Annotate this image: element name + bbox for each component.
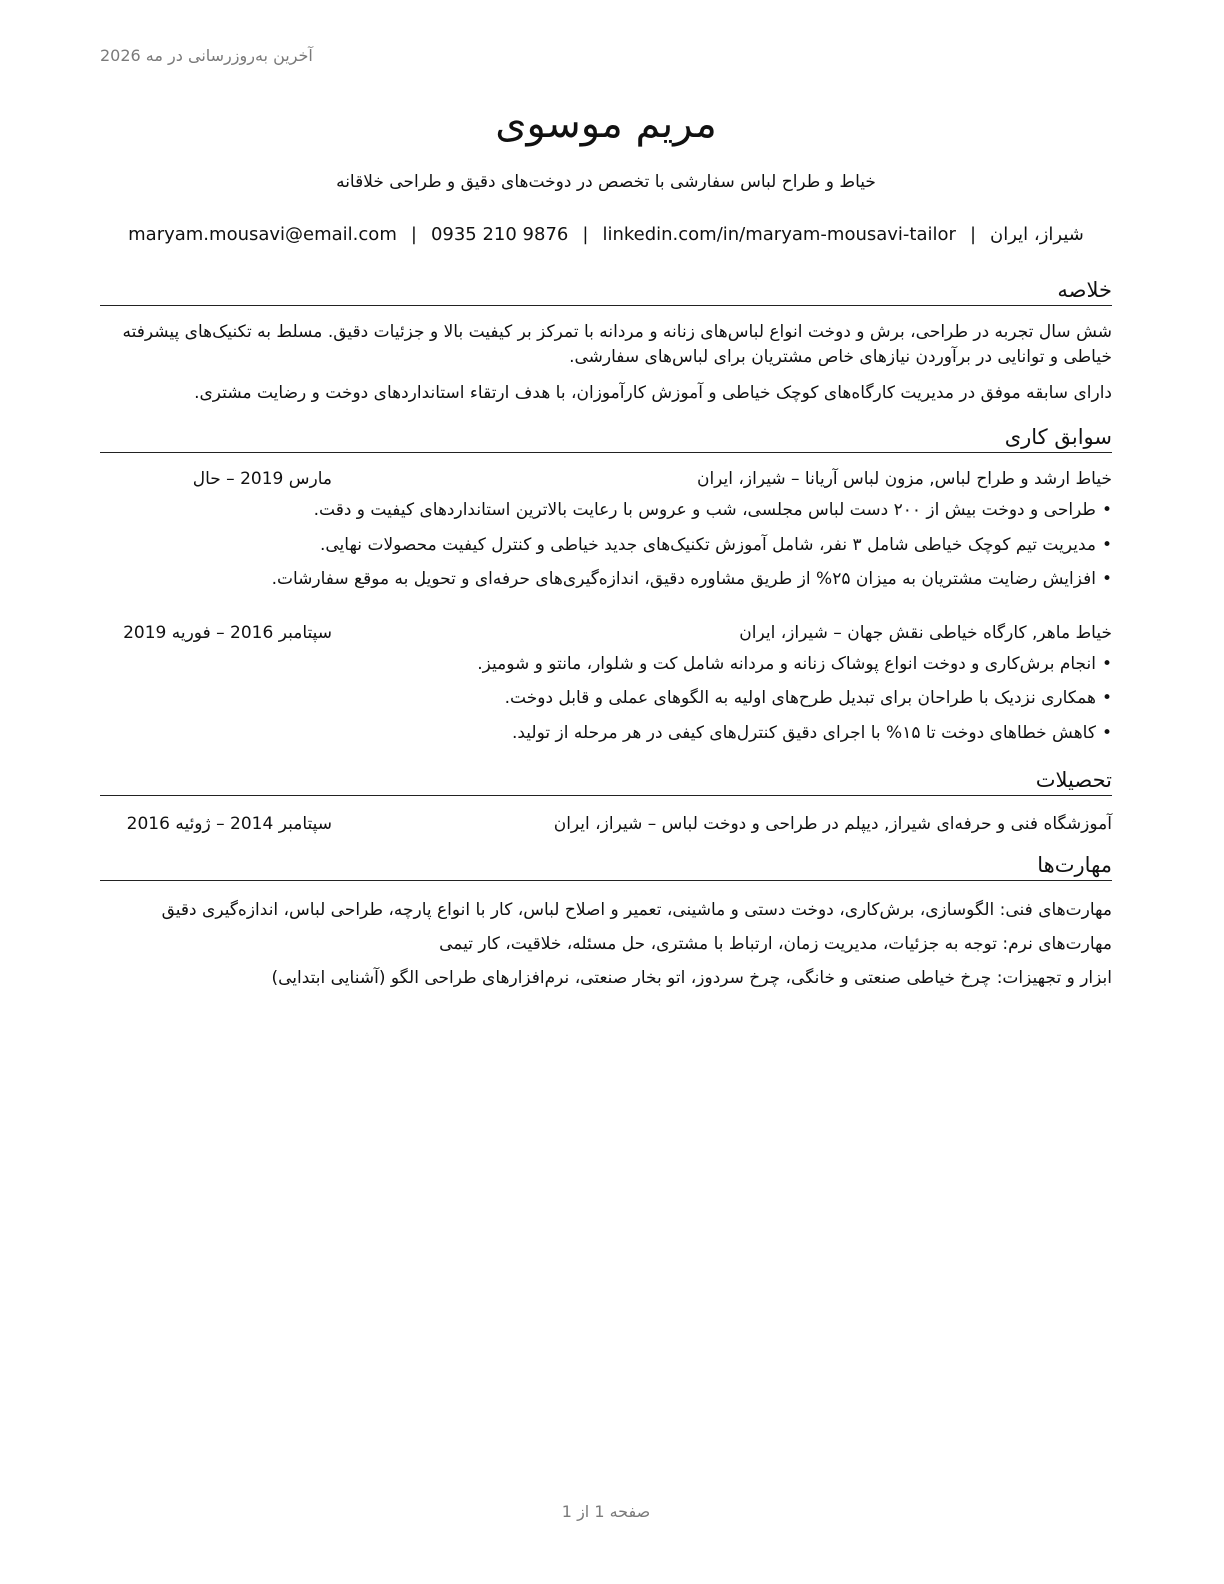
bullet-icon: • [1101, 569, 1112, 589]
job-title: خیاط ارشد و طراح لباس, مزون لباس آریانا – شیراز، ایران [696, 469, 1112, 489]
bullet-text: طراحی و دوخت بیش از ۲۰۰ دست لباس مجلسی، شب و عروس با رعایت بالاترین استانداردهای کیفیت و دقت. [313, 500, 1096, 520]
page-number: صفحه 1 از 1 [561, 1502, 651, 1521]
job-bullet [505, 685, 1112, 711]
bullet-text: مدیریت تیم کوچک خیاطی شامل ۳ نفر، شامل آموزش تکنیک‌های جدید خیاطی و کنترل کیفیت محصولات نهایی. [319, 535, 1096, 555]
bullet-text: کاهش خطاهای دوخت تا ۱۵% با اجرای دقیق کنترل‌های کیفی در هر مرحله از تولید. [511, 723, 1096, 743]
bullet-text: انجام برش‌کاری و دوخت انواع پوشاک زنانه و مردانه شامل کت و شلوار، مانتو و شومیز. [477, 654, 1096, 674]
candidate-tagline: خیاط و طراح لباس سفارشی با تخصص در دوخت‌های دقیق و طراحی خلاقانه [336, 172, 876, 192]
job-dates: سپتامبر 2016 – فوریه 2019 [123, 623, 332, 643]
last-updated-note: آخرین به‌روزرسانی در مه 2026 [100, 46, 313, 65]
contact-email[interactable]: maryam.mousavi@email.com [128, 224, 397, 245]
contact-phone[interactable]: 0935 210 9876 [430, 224, 569, 245]
job-bullet [477, 651, 1112, 677]
skills-heading: مهارت‌ها [100, 851, 1112, 881]
education-dates: سپتامبر 2014 – ژوئیه 2016 [126, 814, 332, 834]
bullet-icon: • [1101, 654, 1112, 674]
contact-linkedin[interactable]: linkedin.com/in/maryam-mousavi-tailor [602, 224, 956, 245]
job-bullet [272, 566, 1112, 592]
skills-line: مهارت‌های نرم: توجه به جزئیات، مدیریت زمان، ارتباط با مشتری، حل مسئله، خلاقیت، کار تیمی [439, 934, 1112, 954]
summary-heading: خلاصه [100, 276, 1112, 306]
bullet-icon: • [1101, 535, 1112, 555]
summary-paragraph: دارای سابقه موفق در مدیریت کارگاه‌های کوچک خیاطی و آموزش کارآموزان، با هدف ارتقاء استانداردهای دوخت و رضایت مشتری. [194, 383, 1112, 403]
education-entry [100, 811, 1112, 837]
contact-location: شیراز، ایران [990, 224, 1084, 245]
skills-line: مهارت‌های فنی: الگوسازی، برش‌کاری، دوخت دستی و ماشینی، تعمیر و اصلاح لباس، کار با انواع پارچه، طراحی لباس، اندازه‌گیری دقیق [161, 900, 1112, 920]
bullet-icon: • [1101, 688, 1112, 708]
job-header [100, 620, 1112, 646]
bullet-text: همکاری نزدیک با طراحان برای تبدیل طرح‌های اولیه به الگوهای عملی و قابل دوخت. [504, 688, 1096, 708]
experience-heading: سوابق کاری [100, 423, 1112, 453]
skills-line: ابزار و تجهیزات: چرخ خیاطی صنعتی و خانگی، چرخ سردوز، اتو بخار صنعتی، نرم‌افزارهای طراحی الگو (آشنایی ابتدایی) [271, 968, 1112, 988]
contact-separator: | [969, 224, 977, 245]
job-bullet [320, 532, 1112, 558]
job-dates: مارس 2019 – حال [192, 469, 332, 489]
job-bullet [314, 497, 1112, 523]
contact-line [100, 222, 1112, 248]
resume-page [100, 0, 1112, 1584]
education-heading: تحصیلات [100, 766, 1112, 796]
job-title: خیاط ماهر, کارگاه خیاطی نقش جهان – شیراز، ایران [739, 623, 1112, 643]
candidate-name: مریم موسوی [495, 101, 717, 147]
bullet-icon: • [1101, 500, 1112, 520]
summary-paragraph: شش سال تجربه در طراحی، برش و دوخت انواع لباس‌های زنانه و مردانه با تمرکز بر کیفیت بالا و جزئیات دقیق. مسلط به تکنیک‌های پیشرفته خیاطی و توانایی در برآوردن نیازهای خاص مشتریان برای لباس‌های سفارشی. [122, 322, 1112, 367]
contact-separator: | [582, 224, 589, 245]
education-title: آموزشگاه فنی و حرفه‌ای شیراز, دیپلم در طراحی و دوخت لباس – شیراز، ایران [553, 814, 1112, 834]
contact-separator: | [410, 224, 417, 245]
bullet-text: افزایش رضایت مشتریان به میزان ۲۵% از طریق مشاوره دقیق، اندازه‌گیری‌های حرفه‌ای و تحویل به موقع سفارشات. [271, 569, 1096, 589]
job-header [100, 466, 1112, 492]
bullet-icon: • [1101, 723, 1112, 743]
job-bullet [512, 720, 1112, 746]
